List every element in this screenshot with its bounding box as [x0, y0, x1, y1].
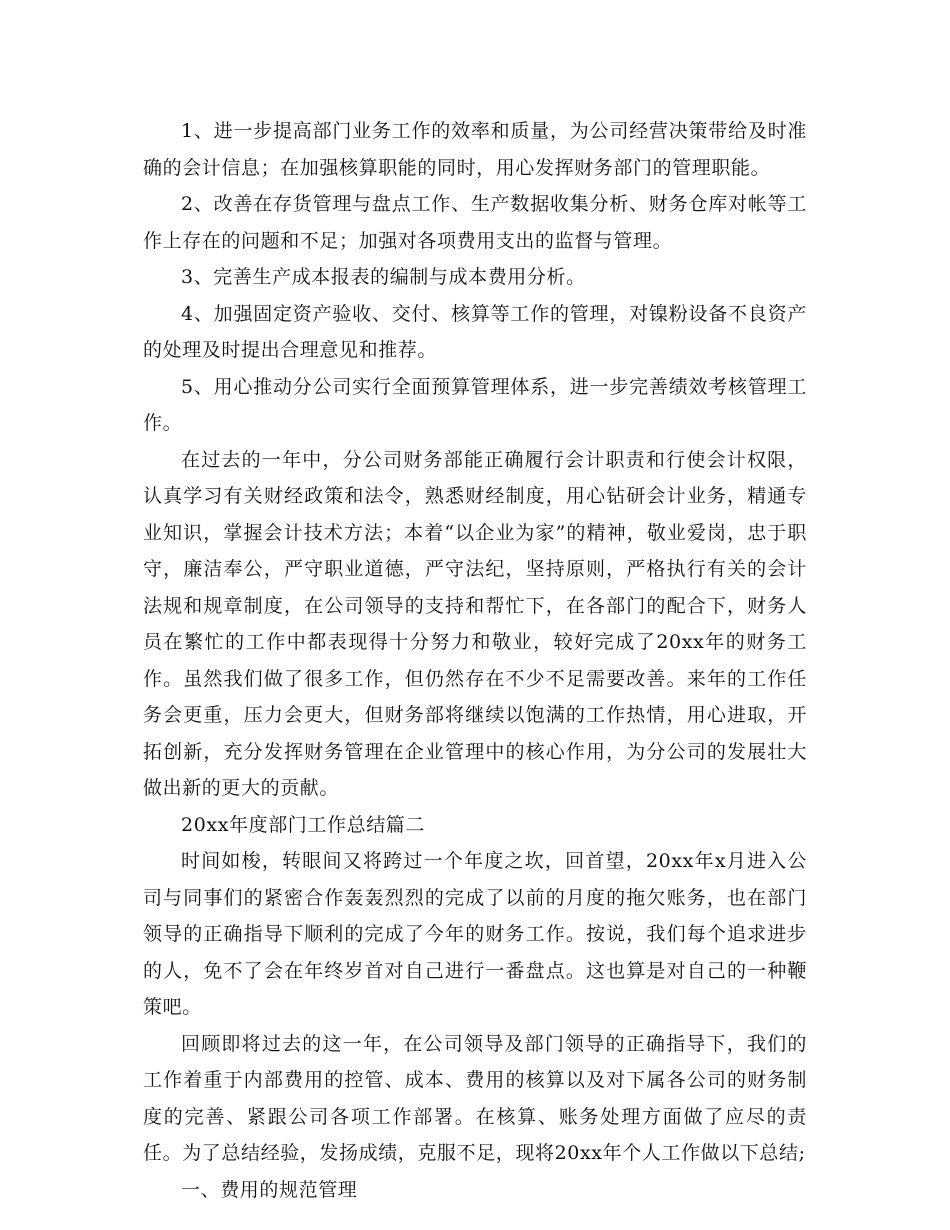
section-heading-part-two: 20xx年度部门工作总结篇二 — [181, 813, 426, 836]
paragraph-goal-5: 5、用心推动分公司实行全面预算管理体系，进一步完善绩效考核管理工作。 — [143, 375, 807, 434]
paragraph-goal-2: 2、改善在存货管理与盘点工作、生产数据收集分析、财务仓库对帐等工作上存在的问题和不足；加强对各项费用支出的监督与管理。 — [143, 193, 807, 252]
paragraph-intro: 时间如梭，转眼间又将跨过一个年度之坎，回首望，20xx年x月进入公司与同事们的紧密合作轰轰烈烈的完成了以前的月度的拖欠账务，也在部门领导的正确指导下顺利的完成了今年的财务工作。按说，我们每个追求进步的人，免不了会在年终岁首对自己进行一番盘点。这也算是对自己的一种鞭策吧。 — [143, 850, 807, 1018]
paragraph-goal-1: 1、进一步提高部门业务工作的效率和质量，为公司经营决策带给及时准确的会计信息；在加强核算职能的同时，用心发挥财务部门的管理职能。 — [143, 120, 807, 179]
paragraph-goal-4: 4、加强固定资产验收、交付、核算等工作的管理，对镍粉设备不良资产的处理及时提出合理意见和推荐。 — [143, 302, 807, 361]
paragraph-goal-3: 3、完善生产成本报表的编制与成本费用分析。 — [181, 266, 586, 288]
section-heading-expense-management: 一、费用的规范管理 — [181, 1178, 358, 1201]
paragraph-year-review: 在过去的一年中，分公司财务部能正确履行会计职责和行使会计权限，认真学习有关财经政策和法令，熟悉财经制度，用心钻研会计业务，精通专业知识，掌握会计技术方法；本着“以企业为家”的精神，敬业爱岗，忠于职守，廉洁奉公，严守职业道德，严守法纪，坚持原则，严格执行有关的会计法规和规章制度，在公司领导的支持和帮忙下，在各部门的配合下，财务人员在繁忙的工作中都表现得十分努力和敬业，较好完成了20xx年的财务工作。虽然我们做了很多工作，但仍然存在不少不足需要改善。来年的工作任务会更重，压力会更大，但财务部将继续以饱满的工作热情，用心进取，开拓创新，充分发挥财务管理在企业管理中的核心作用，为分公司的发展壮大做出新的更大的贡献。 — [143, 448, 807, 799]
document-body — [143, 113, 807, 1208]
paragraph-retrospective: 回顾即将过去的这一年，在公司领导及部门领导的正确指导下，我们的工作着重于内部费用的控管、成本、费用的核算以及对下属各公司的财务制度的完善、紧跟公司各项工作部署。在核算、账务处理方面做了应尽的责任。为了总结经验，发扬成绩，克服不足，现将20xx年个人工作做以下总结; — [143, 1032, 807, 1164]
